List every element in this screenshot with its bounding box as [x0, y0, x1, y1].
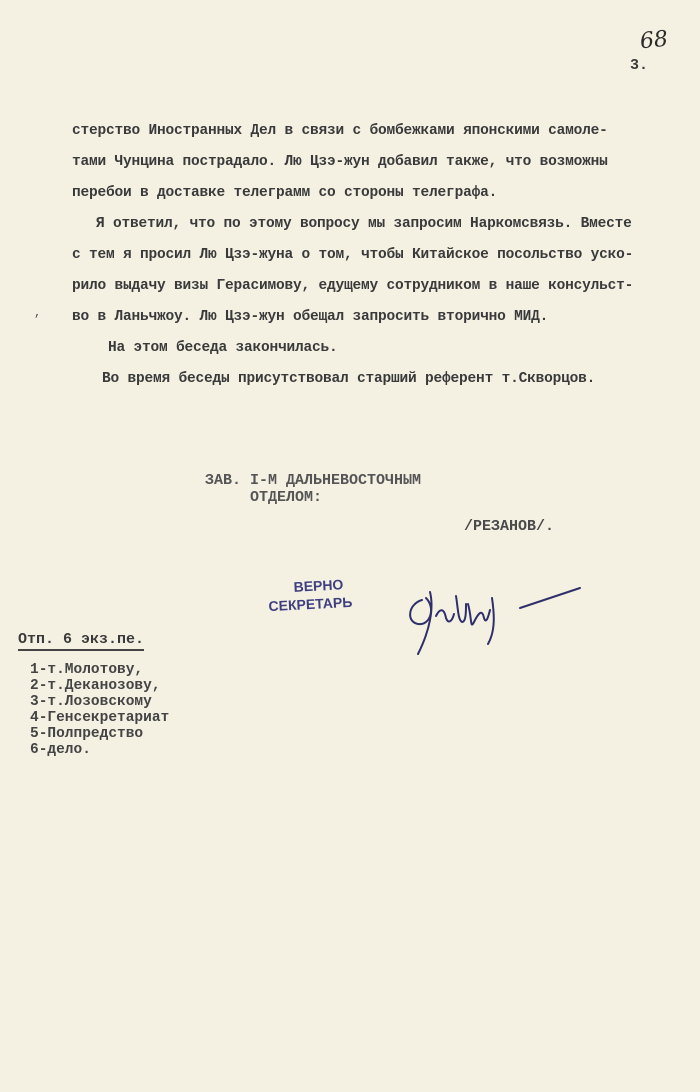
- margin-mark: ,: [34, 306, 42, 320]
- distribution-list: [30, 662, 169, 758]
- stamp-line2: СЕКРЕТАРЬ: [268, 593, 353, 615]
- distribution-item: 3-т.Лозовскому: [30, 694, 152, 710]
- signatory-title-line2: ОТДЕЛОМ:: [250, 489, 323, 506]
- body-line: Во время беседы присутствовал старший референт т.Скворцов.: [102, 371, 596, 387]
- distribution-heading: Отп. 6 экз.пе.: [18, 631, 144, 651]
- body-line: На этом беседа закончилась.: [108, 340, 338, 356]
- handwritten-folio-number: 68: [638, 26, 670, 55]
- stamp-line1: ВЕРНО: [293, 576, 344, 595]
- signatory-title-line1: ЗАВ. I-М ДАЛЬНЕВОСТОЧНЫМ: [205, 472, 422, 489]
- body-line: перебои в доставке телеграмм со стороны телеграфа.: [72, 185, 498, 201]
- distribution-item: 6-дело.: [30, 742, 91, 758]
- certification-stamp: [267, 575, 353, 615]
- body-line: с тем я просил Лю Цзэ-жуна о том, чтобы Китайское посольство уско-: [72, 247, 634, 263]
- letter-body: [72, 116, 700, 395]
- distribution-item: 5-Полпредство: [30, 726, 144, 742]
- body-line: стерство Иностранных Дел в связи с бомбежками японскими самоле-: [72, 123, 608, 139]
- distribution-item: 4-Генсекретариат: [30, 710, 170, 726]
- distribution-item: 1-т.Молотову,: [30, 662, 144, 678]
- signatory-name: /РЕЗАНОВ/.: [464, 518, 555, 535]
- handwritten-signature: [400, 578, 590, 663]
- body-line: рило выдачу визы Герасимову, едущему сотрудником в наше консульст-: [72, 278, 634, 294]
- signatory-title: [205, 472, 421, 506]
- body-line: тами Чунцина пострадало. Лю Цзэ-жун добавил также, что возможны: [72, 154, 608, 170]
- distribution-item: 2-т.Деканозову,: [30, 678, 161, 694]
- page-number: 3.: [630, 57, 649, 74]
- body-line: Я ответил, что по этому вопросу мы запросим Наркомсвязь. Вместе: [96, 216, 632, 232]
- body-line: во в Ланьчжоу. Лю Цзэ-жун обещал запросить вторично МИД.: [72, 309, 549, 325]
